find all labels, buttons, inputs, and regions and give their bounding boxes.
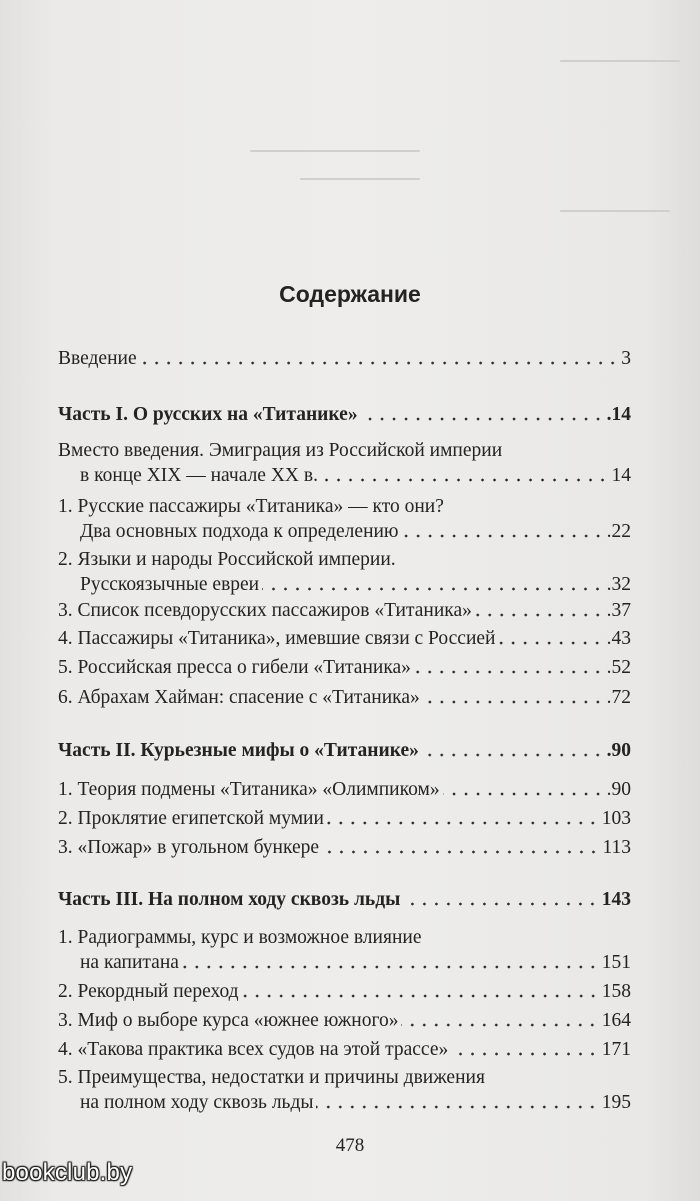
toc-part-3-heading[interactable]	[58, 887, 631, 912]
toc-entry-text: 3. Список псевдорусских пассажиров «Титаника»	[58, 600, 472, 621]
leader-dots	[140, 361, 619, 365]
toc-part-page: .90	[606, 740, 631, 761]
leader-dots	[401, 1023, 598, 1027]
toc-entry-text: 1. Русские пассажиры «Титаника» — кто они?	[58, 496, 444, 517]
toc-entry-text: Введение	[58, 348, 137, 369]
toc-entry[interactable]	[58, 685, 631, 710]
toc-entry-text: 2. Языки и народы Российской империи.	[58, 549, 396, 570]
toc-entry[interactable]	[58, 925, 631, 975]
toc-entry-text: 4. Пассажиры «Титаника», имевшие связи с Россией	[58, 628, 496, 649]
bleed-through-line	[300, 178, 420, 180]
toc-entry[interactable]	[58, 655, 631, 680]
toc-part-1-heading[interactable]	[58, 402, 631, 427]
toc-entry-page: .37	[606, 600, 631, 621]
bleed-through-line	[250, 150, 420, 152]
toc-entry-text: 5. Преимущества, недостатки и причины движения	[58, 1067, 485, 1088]
toc-entry-page: 14	[611, 465, 631, 486]
toc-entry-text: 6. Абрахам Хайман: спасение с «Титаника»	[58, 687, 420, 708]
toc-entry[interactable]	[58, 1008, 631, 1033]
toc-entry[interactable]	[58, 494, 631, 544]
toc-part-title: Часть II. Курьезные мифы о «Титанике»	[58, 740, 419, 761]
toc-entry-page: 195	[601, 1092, 631, 1113]
toc-entry-text: 2. Проклятие египетской мумии	[58, 808, 324, 829]
toc-entry-text: 1. Радиограммы, курс и возможное влияние	[58, 927, 422, 948]
toc-entry-page: 171	[601, 1039, 631, 1060]
toc-part-title: Часть I. О русских на «Титанике»	[58, 404, 358, 425]
toc-part-page: 143	[601, 889, 631, 910]
toc-entry[interactable]	[58, 438, 631, 488]
leader-dots	[262, 587, 604, 591]
leader-dots	[422, 753, 604, 757]
leader-dots	[182, 965, 599, 969]
toc-part-title: Часть III. На полном ходу сквозь льды	[58, 889, 401, 910]
toc-entry-text: 2. Рекордный переход	[58, 981, 239, 1002]
leader-dots	[414, 670, 604, 674]
leader-dots	[361, 417, 604, 421]
toc-entry[interactable]	[58, 979, 631, 1004]
page-title: Содержание	[279, 281, 421, 307]
toc-entry-page: 158	[601, 981, 631, 1002]
toc-entry-text: 1. Теория подмены «Титаника» «Олимпиком»	[58, 779, 440, 800]
toc-part-page: .14	[606, 404, 631, 425]
bleed-through-line	[560, 210, 670, 212]
toc-entry-text-cont: на полном ходу сквозь льды	[80, 1092, 314, 1113]
toc-entry-text: 5. Российская пресса о гибели «Титаника»	[58, 657, 411, 678]
leader-dots	[498, 641, 603, 645]
leader-dots	[443, 792, 604, 796]
toc-entry-text-cont: на капитана	[80, 952, 179, 973]
toc-entry-page: 113	[602, 837, 631, 858]
toc-entry[interactable]	[58, 547, 631, 597]
toc-entry-text: 3. Миф о выборе курса «южнее южного»	[58, 1010, 399, 1031]
toc-entry-page: .90	[606, 779, 631, 800]
toc-part-2-heading[interactable]	[58, 738, 631, 763]
toc-entry-page: 164	[601, 1010, 631, 1031]
toc-entry-text: 3. «Пожар» в угольном бункере	[58, 837, 320, 858]
leader-dots	[321, 478, 609, 482]
leader-dots	[451, 1052, 599, 1056]
toc-entry-page: .72	[606, 687, 631, 708]
toc-entry-page: 103	[601, 808, 631, 829]
toc-entry-text-cont: Русскоязычные евреи	[80, 574, 260, 595]
toc-entry[interactable]	[58, 777, 631, 802]
toc-entry-text-cont: в конце XIX — начале XX в.	[80, 465, 318, 486]
toc-entry-page: .43	[606, 628, 631, 649]
leader-dots	[423, 700, 604, 704]
toc-entry[interactable]	[58, 598, 631, 623]
toc-entry-page: .22	[606, 521, 631, 542]
toc-entry[interactable]	[58, 835, 631, 860]
toc-entry-page: .52	[606, 657, 631, 678]
bleed-through-line	[560, 60, 680, 62]
leader-dots	[327, 821, 599, 825]
toc-entry-intro[interactable]	[58, 346, 631, 371]
leader-dots	[475, 613, 604, 617]
toc-entry[interactable]	[58, 1065, 631, 1115]
watermark-logo: bookclub.by	[2, 1159, 133, 1186]
toc-entry[interactable]	[58, 1037, 631, 1062]
leader-dots	[403, 902, 598, 906]
toc-entry-text-cont: Два основных подхода к определению	[80, 521, 399, 542]
toc-entry-text: 4. «Такова практика всех судов на этой трассе»	[58, 1039, 449, 1060]
leader-dots	[242, 994, 599, 998]
toc-entry[interactable]	[58, 626, 631, 651]
page-number: 478	[335, 1135, 365, 1156]
leader-dots	[322, 850, 599, 854]
toc-entry-text: Вместо введения. Эмиграция из Российской империи	[58, 440, 503, 461]
leader-dots	[402, 534, 604, 538]
toc-entry-page: 151	[601, 952, 631, 973]
leader-dots	[316, 1105, 598, 1109]
toc-entry[interactable]	[58, 806, 631, 831]
toc-entry-page: 3	[621, 348, 631, 369]
toc-entry-page: .32	[606, 574, 631, 595]
